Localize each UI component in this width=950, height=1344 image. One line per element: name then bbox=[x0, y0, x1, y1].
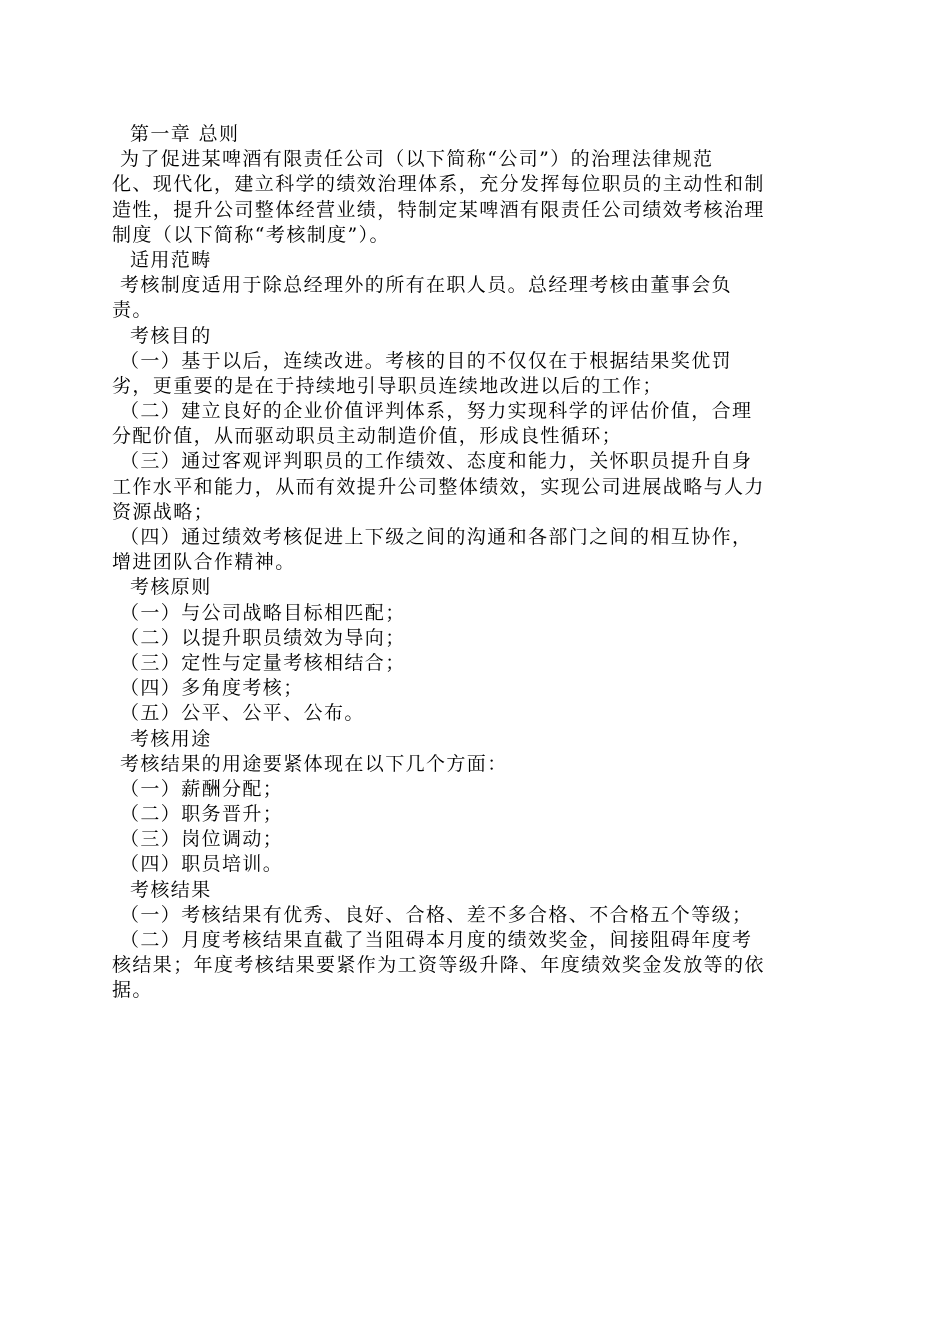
text-line: 化、现代化，建立科学的绩效治理体系，充分发挥每位职员的主动性和制 bbox=[112, 173, 765, 196]
text-line: （一）与公司战略目标相匹配； bbox=[120, 601, 406, 624]
text-line: 制度（以下简称“考核制度”）。 bbox=[112, 223, 390, 246]
text-line: （四）职员培训。 bbox=[120, 853, 284, 876]
text-line: 资源战略； bbox=[112, 500, 215, 523]
text-line: 造性，提升公司整体经营业绩，特制定某啤酒有限责任公司绩效考核治理 bbox=[112, 198, 765, 221]
text-line: 劣，更重要的是在于持续地引导职员连续地改进以后的工作； bbox=[112, 374, 663, 397]
text-line: （五）公平、公平、公布。 bbox=[120, 702, 365, 725]
text-line: （三）定性与定量考核相结合； bbox=[120, 651, 406, 674]
text-line: 考核制度适用于除总经理外的所有在职人员。总经理考核由董事会负 bbox=[120, 274, 733, 297]
text-line: （四）多角度考核； bbox=[120, 677, 304, 700]
text-line: （二）以提升职员绩效为导向； bbox=[120, 626, 406, 649]
section-heading: 考核用途 bbox=[130, 727, 212, 750]
text-line: 核结果；年度考核结果要紧作为工资等级升降、年度绩效奖金发放等的依 bbox=[112, 954, 765, 977]
text-line: 据。 bbox=[112, 979, 153, 1002]
section-heading: 考核目的 bbox=[130, 324, 212, 347]
text-line: 考核结果的用途要紧体现在以下几个方面： bbox=[120, 752, 508, 775]
text-line: 为了促进某啤酒有限责任公司（以下简称“公司”）的治理法律规范 bbox=[120, 148, 714, 171]
text-line: （三）岗位调动； bbox=[120, 828, 284, 851]
text-line: （二）职务晋升； bbox=[120, 803, 284, 826]
text-line: （一）基于以后，连续改进。考核的目的不仅仅在于根据结果奖优罚 bbox=[120, 349, 733, 372]
text-line: （三）通过客观评判职员的工作绩效、态度和能力，关怀职员提升自身 bbox=[120, 450, 753, 473]
section-heading: 适用范畴 bbox=[130, 248, 212, 271]
text-line: 责。 bbox=[112, 299, 153, 322]
text-line: （二）月度考核结果直截了当阻碍本月度的绩效奖金，间接阻碍年度考 bbox=[120, 929, 753, 951]
text-line: 增进团队合作精神。 bbox=[112, 551, 296, 574]
section-heading: 考核结果 bbox=[130, 878, 212, 901]
section-heading: 第一章 总则 bbox=[130, 123, 240, 145]
text-line: 分配价值，从而驱动职员主动制造价值，形成良性循环； bbox=[112, 425, 623, 448]
text-line: （四）通过绩效考核促进上下级之间的沟通和各部门之间的相互协作， bbox=[120, 526, 753, 548]
section-heading: 考核原则 bbox=[130, 576, 212, 599]
text-line: （一）薪酬分配； bbox=[120, 777, 284, 800]
text-line: （二）建立良好的企业价值评判体系，努力实现科学的评估价值，合理 bbox=[120, 400, 753, 423]
text-line: （一）考核结果有优秀、良好、合格、差不多合格、不合格五个等级； bbox=[120, 903, 753, 926]
document-body bbox=[112, 122, 832, 1004]
text-line: 工作水平和能力，从而有效提升公司整体绩效，实现公司进展战略与人力 bbox=[112, 475, 765, 498]
